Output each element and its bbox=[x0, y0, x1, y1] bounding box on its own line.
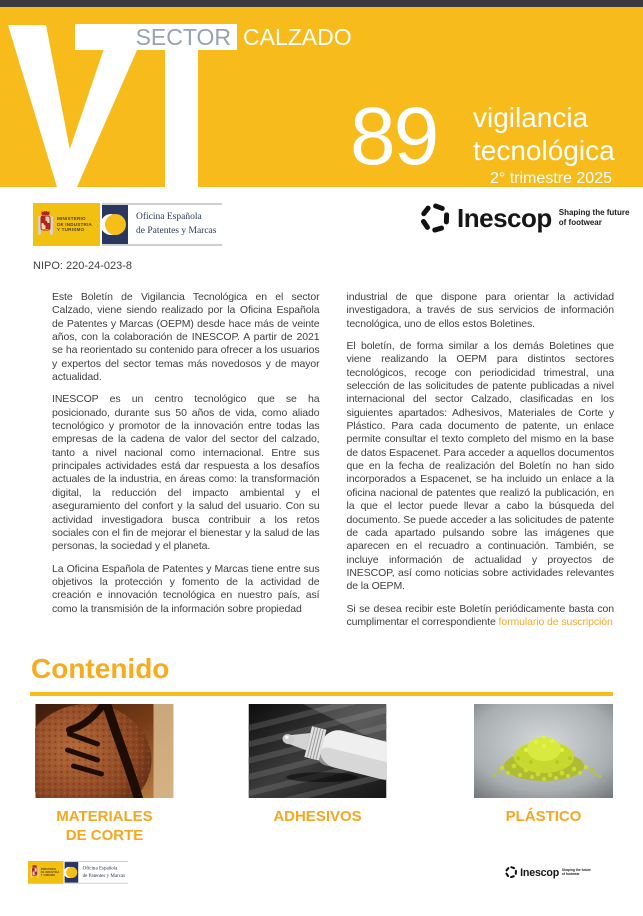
label-line1: MATERIALES bbox=[56, 808, 153, 825]
inescop-logo bbox=[420, 203, 629, 233]
footer-ministry-emblem-box bbox=[28, 861, 64, 884]
title-line-1: vigilancia bbox=[473, 102, 589, 133]
top-divider-bar bbox=[0, 0, 643, 7]
plastic-granules-image bbox=[474, 704, 613, 798]
issue-number: 89 bbox=[350, 91, 438, 182]
ministry-name-line3: Y TURISMO bbox=[57, 227, 85, 233]
inescop-tagline bbox=[559, 208, 630, 229]
footer-inescop-logo-block bbox=[505, 866, 591, 878]
paragraph: industrial de que dispone para orientar la actividad investigadora, a través de sus servicios de información tecnológica, uno de ellos estos Boletines. bbox=[346, 291, 614, 330]
adhesivos-label[interactable] bbox=[248, 807, 387, 826]
inescop-tagline-line2: of footwear bbox=[558, 218, 602, 228]
materiales-de-corte-link[interactable] bbox=[35, 704, 174, 845]
ministry-name bbox=[57, 216, 92, 234]
header-sector-label: SECTOR bbox=[135, 24, 231, 50]
inescop-pinwheel-icon bbox=[505, 866, 517, 878]
paragraph: INESCOP es un centro tecnológico que se ha posicionado, durante sus 50 años de vida, como aliado tecnológico y promotor de la innovación entre todas las empresas de la cadena de valor del sector del calzado, tanto a nivel nacional como internacional. Entre sus principales actividades está dar respuesta a los desafíos actuales de la industria, en áreas como: la transformación digital, la reducción del impacto ambiental y el aseguramiento del confort y la salud del usuario. Con su actividad investigadora busca contribuir a los retos sociales con el fin de mejorar el bienestar y la salud de las personas, la sociedad y el planeta. bbox=[52, 393, 320, 553]
header-banner bbox=[0, 7, 643, 187]
nipo-code: NIPO: 220-24-023-8 bbox=[33, 260, 133, 272]
inescop-tagline bbox=[562, 868, 591, 877]
label-line1: ADHESIVOS bbox=[273, 808, 362, 825]
footer-inescop-logo bbox=[505, 866, 591, 878]
subscription-text: Si se desea recibir este Boletín periódicamente basta con cumplimentar el correspondiente bbox=[346, 602, 614, 628]
footer-oepm-name bbox=[83, 865, 126, 880]
ministry-name-line3: Y TURISMO bbox=[40, 873, 56, 877]
inescop-tagline-line1: Shaping the future bbox=[561, 868, 591, 872]
plastico-link[interactable] bbox=[474, 704, 613, 826]
plastico-label[interactable] bbox=[474, 807, 613, 826]
contenido-divider bbox=[30, 692, 613, 696]
gov-logo-block bbox=[33, 203, 222, 246]
materiales-de-corte-label[interactable] bbox=[35, 807, 174, 845]
paragraph: El boletín, de forma similar a los demás Boletines que viene realizando la OEPM para distintos sectores tecnológicos, recoge con periodicidad trimestral, una selección de las solicitudes de patente publicadas a nivel internacional del sector Calzado, clasificadas en los siguientes apartados: Adhesivos, Materiales de Corte y Plástico. Para cada documento de patente, un enlace permite consultar el texto completo del mismo en la base de datos Espacenet. Para acceder a aquellos documentos que en la fecha de realización del Boletín no han sido incorporados a Espacenet, se ha incluido un enlace a la oficina nacional de patentes que realizó la publicación, en la que el lector puede llevar a cabo la búsqueda del documento. Se puede acceder a las solicitudes de patente de cada apartado pulsando sobre las imágenes que aparecen en el recuadro a continuación. También, se incluye información de actualidad y proyectos de INESCOP, así como noticias sobre actividades relevantes de la OEPM. bbox=[346, 340, 614, 593]
inescop-pinwheel-icon bbox=[420, 203, 450, 233]
inescop-wordmark: Inescop bbox=[457, 203, 552, 233]
period-label: 2° trimestre 2025 bbox=[489, 170, 612, 187]
glue-tube-image bbox=[248, 704, 387, 798]
subscription-form-link[interactable]: formulario de suscripción bbox=[498, 615, 613, 628]
oepm-name-line1: Oficina Española bbox=[82, 865, 118, 871]
inescop-wordmark: Inescop bbox=[520, 866, 560, 879]
footer-ministry-name bbox=[41, 868, 60, 877]
oepm-circle-icon bbox=[65, 862, 79, 883]
oepm-name-line2: de Patentes y Marcas bbox=[136, 225, 217, 236]
label-line1: PLÁSTICO bbox=[505, 808, 582, 825]
spain-coat-of-arms-icon bbox=[30, 864, 40, 881]
adhesivos-link[interactable] bbox=[248, 704, 387, 826]
ministry-emblem-box bbox=[33, 203, 100, 246]
oepm-logo-block bbox=[102, 203, 222, 246]
ministry-name-line2: DE INDUSTRIA bbox=[57, 221, 93, 227]
bulletin-title bbox=[473, 101, 615, 167]
inescop-logo-block bbox=[420, 203, 629, 233]
inescop-tagline-line2: of footwear bbox=[561, 872, 580, 877]
subscription-paragraph bbox=[347, 603, 615, 630]
label-line2: DE CORTE bbox=[65, 827, 144, 844]
footer-oepm-logo-block bbox=[65, 861, 129, 884]
footer-gov-logo-block bbox=[28, 861, 128, 884]
oepm-name-line2: de Patentes y Marcas bbox=[82, 872, 126, 879]
intro-right-column bbox=[347, 291, 615, 638]
oepm-ministry-logo bbox=[33, 203, 222, 246]
ministry-name-line1: MINISTERIO bbox=[40, 867, 56, 871]
oepm-name bbox=[136, 211, 216, 239]
footer-oepm-ministry-logo bbox=[28, 861, 128, 884]
ministry-name-line1: MINISTERIO bbox=[57, 215, 86, 221]
paragraph: Este Boletín de Vigilancia Tecnológica en el sector Calzado, viene siendo realizado por la Oficina Española de Patentes y Marcas (OEPM) desde hace más de veinte años, con la colaboración de INESCOP. A partir de 2021 se ha reorientado su contenido para ofrecer a los usuarios y expertos del sector temas más novedosos y de mayor actualidad. bbox=[52, 291, 320, 384]
inescop-tagline-line1: Shaping the future bbox=[558, 208, 630, 217]
title-line-2: tecnológica bbox=[473, 135, 615, 166]
intro-left-column bbox=[52, 291, 320, 638]
spain-coat-of-arms-icon bbox=[36, 209, 55, 241]
paragraph: La Oficina Española de Patentes y Marcas tiene entre sus objetivos la protección y fomento de la actividad de creación e innovación tecnológica en nuestro país, así como la transmisión de la información sobre propiedad bbox=[52, 562, 320, 615]
oepm-circle-icon bbox=[102, 205, 128, 244]
header-calzado-label: CALZADO bbox=[243, 24, 352, 50]
oepm-name-line1: Oficina Española bbox=[136, 211, 202, 222]
ministry-name-line2: DE INDUSTRIA bbox=[40, 870, 60, 874]
leather-image bbox=[35, 704, 174, 798]
intro-section bbox=[52, 291, 614, 638]
contenido-heading: Contenido bbox=[31, 653, 170, 684]
